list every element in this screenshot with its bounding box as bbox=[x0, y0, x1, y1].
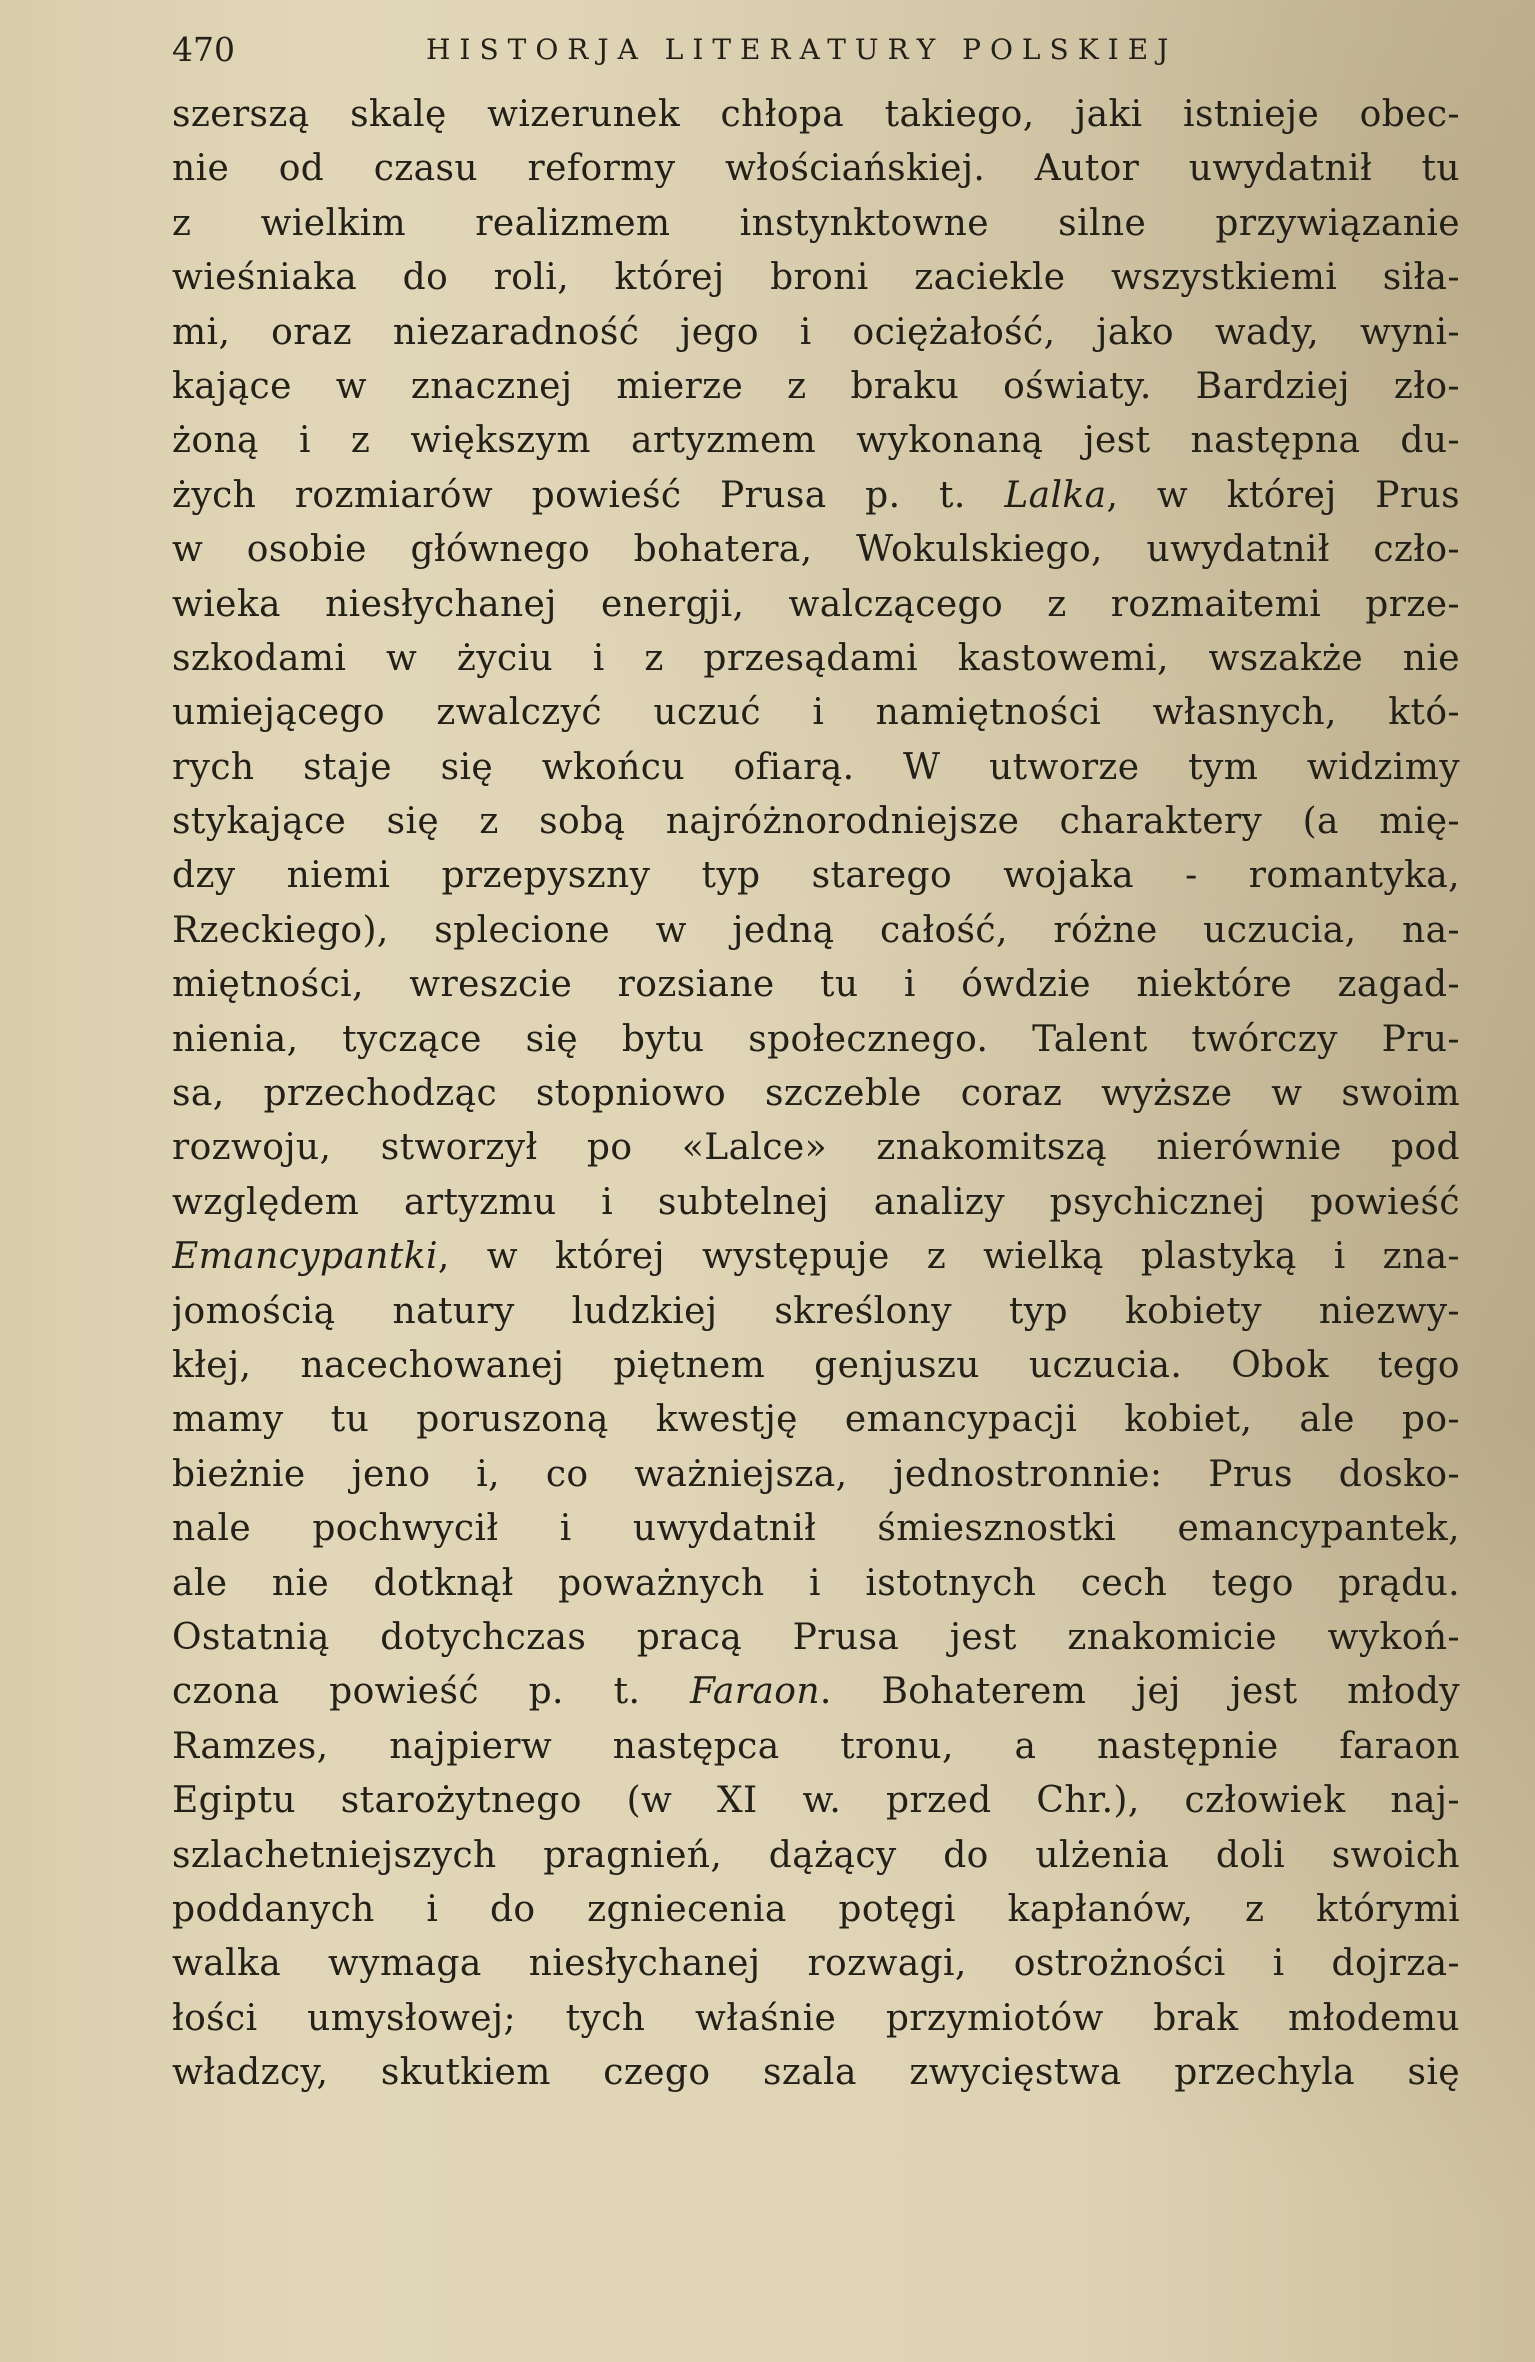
italic-title: Emancypantki bbox=[172, 1236, 438, 1278]
text-segment: nie od czasu reformy włościańskiej. Autor uwydatnił tu bbox=[172, 148, 1460, 190]
running-title: HISTORJA LITERATURY POLSKIEJ bbox=[426, 33, 1178, 66]
text-segment: walka wymaga niesłychanej rozwagi, ostrożności i dojrza- bbox=[172, 1943, 1460, 1985]
text-segment: Rzeckiego), splecione w jedną całość, różne uczucia, na- bbox=[172, 909, 1460, 951]
text-segment: umiejącego zwalczyć uczuć i namiętności własnych, któ- bbox=[172, 692, 1460, 734]
text-line bbox=[172, 523, 1460, 577]
text-line bbox=[172, 1067, 1460, 1121]
body-text bbox=[172, 88, 1460, 2100]
text-line bbox=[172, 469, 1460, 523]
text-line bbox=[172, 1121, 1460, 1175]
text-line bbox=[172, 578, 1460, 632]
text-segment: kłej, nacechowanej piętnem genjuszu uczucia. Obok tego bbox=[172, 1344, 1460, 1386]
text-segment: wieka niesłychanej energji, walczącego z rozmaitemi prze- bbox=[172, 583, 1460, 625]
text-segment: ale nie dotknął poważnych i istotnych cech tego prądu. bbox=[172, 1562, 1460, 1604]
text-line bbox=[172, 904, 1460, 958]
text-line bbox=[172, 741, 1460, 795]
text-line bbox=[172, 1176, 1460, 1230]
text-segment: rozwoju, stworzył po «Lalce» znakomitszą nierównie pod bbox=[172, 1127, 1460, 1169]
text-segment: mamy tu poruszoną kwestję emancypacji kobiet, ale po- bbox=[172, 1399, 1460, 1441]
text-segment: wieśniaka do roli, której broni zaciekle wszystkiemi siła- bbox=[172, 257, 1460, 299]
text-segment: nienia, tyczące się bytu społecznego. Talent twórczy Pru- bbox=[172, 1018, 1460, 1060]
text-segment: szerszą skalę wizerunek chłopa takiego, jaki istnieje obec- bbox=[172, 94, 1460, 135]
text-line bbox=[172, 1720, 1460, 1774]
text-line bbox=[172, 1611, 1460, 1665]
page-number: 470 bbox=[172, 30, 235, 69]
text-segment: żoną i z większym artyzmem wykonaną jest następna du- bbox=[172, 420, 1460, 462]
text-line bbox=[172, 360, 1460, 414]
text-segment: . Bohaterem jej jest młody bbox=[819, 1671, 1460, 1713]
text-line bbox=[172, 1883, 1460, 1937]
text-segment: szlachetniejszych pragnień, dążący do ulżenia doli swoich bbox=[172, 1834, 1460, 1876]
text-segment: jomością natury ludzkiej skreślony typ kobiety niezwy- bbox=[172, 1290, 1460, 1332]
text-line bbox=[172, 1393, 1460, 1447]
text-segment: rych staje się wkońcu ofiarą. W utworze tym widzimy bbox=[172, 746, 1460, 788]
text-line bbox=[172, 958, 1460, 1012]
page-header bbox=[172, 28, 1462, 72]
text-line bbox=[172, 632, 1460, 686]
text-segment: z wielkim realizmem instynktowne silne przywiązanie bbox=[172, 202, 1460, 244]
text-line bbox=[172, 1829, 1460, 1883]
text-line bbox=[172, 1502, 1460, 1556]
text-segment: nale pochwycił i uwydatnił śmiesznostki emancypantek, bbox=[172, 1508, 1460, 1550]
text-line bbox=[172, 306, 1460, 360]
text-segment: Egiptu starożytnego (w XI w. przed Chr.), człowiek naj- bbox=[172, 1780, 1460, 1822]
text-segment: czona powieść p. t. bbox=[172, 1671, 690, 1713]
text-line bbox=[172, 1448, 1460, 1502]
text-segment: w osobie głównego bohatera, Wokulskiego, uwydatnił czło- bbox=[172, 529, 1460, 571]
text-segment: , w której występuje z wielką plastyką i zna- bbox=[437, 1236, 1460, 1278]
text-line bbox=[172, 1665, 1460, 1719]
text-line bbox=[172, 1230, 1460, 1284]
text-line bbox=[172, 197, 1460, 251]
text-line bbox=[172, 1774, 1460, 1828]
text-line bbox=[172, 88, 1460, 142]
text-line bbox=[172, 1992, 1460, 2046]
text-segment: szkodami w życiu i z przesądami kastowemi, wszakże nie bbox=[172, 637, 1460, 679]
text-segment: sa, przechodząc stopniowo szczeble coraz wyższe w swoim bbox=[172, 1073, 1460, 1115]
text-line bbox=[172, 1937, 1460, 1991]
text-segment: miętności, wreszcie rozsiane tu i ówdzie niektóre zagad- bbox=[172, 964, 1460, 1006]
text-line bbox=[172, 1339, 1460, 1393]
italic-title: Lalka bbox=[1004, 474, 1107, 516]
text-segment: względem artyzmu i subtelnej analizy psychicznej powieść bbox=[172, 1181, 1460, 1223]
text-segment: władzcy, skutkiem czego szala zwycięstwa przechyla się bbox=[172, 2052, 1460, 2094]
text-segment: łości umysłowej; tych właśnie przymiotów brak młodemu bbox=[172, 1997, 1460, 2039]
text-line bbox=[172, 251, 1460, 305]
text-line bbox=[172, 414, 1460, 468]
text-segment: mi, oraz niezaradność jego i ociężałość, jako wady, wyni- bbox=[172, 311, 1460, 353]
text-segment: Ramzes, najpierw następca tronu, a następnie faraon bbox=[172, 1725, 1460, 1767]
text-line bbox=[172, 1285, 1460, 1339]
text-segment: , w której Prus bbox=[1106, 474, 1460, 516]
text-segment: dzy niemi przepyszny typ starego wojaka - romantyka, bbox=[172, 855, 1460, 897]
text-line bbox=[172, 1013, 1460, 1067]
text-segment: bieżnie jeno i, co ważniejsza, jednostronnie: Prus dosko- bbox=[172, 1453, 1460, 1495]
text-segment: kające w znacznej mierze z braku oświaty. Bardziej zło- bbox=[172, 365, 1460, 407]
text-segment: Ostatnią dotychczas pracą Prusa jest znakomicie wykoń- bbox=[172, 1616, 1460, 1658]
text-segment: poddanych i do zgniecenia potęgi kapłanów, z którymi bbox=[172, 1888, 1460, 1930]
text-line bbox=[172, 2046, 1460, 2100]
text-line bbox=[172, 1557, 1460, 1611]
italic-title: Faraon bbox=[689, 1671, 820, 1713]
text-segment: stykające się z sobą najróżnorodniejsze charaktery (a mię- bbox=[172, 801, 1460, 843]
text-line bbox=[172, 795, 1460, 849]
text-line bbox=[172, 686, 1460, 740]
text-line bbox=[172, 142, 1460, 196]
text-segment: żych rozmiarów powieść Prusa p. t. bbox=[172, 474, 1005, 516]
text-line bbox=[172, 849, 1460, 903]
